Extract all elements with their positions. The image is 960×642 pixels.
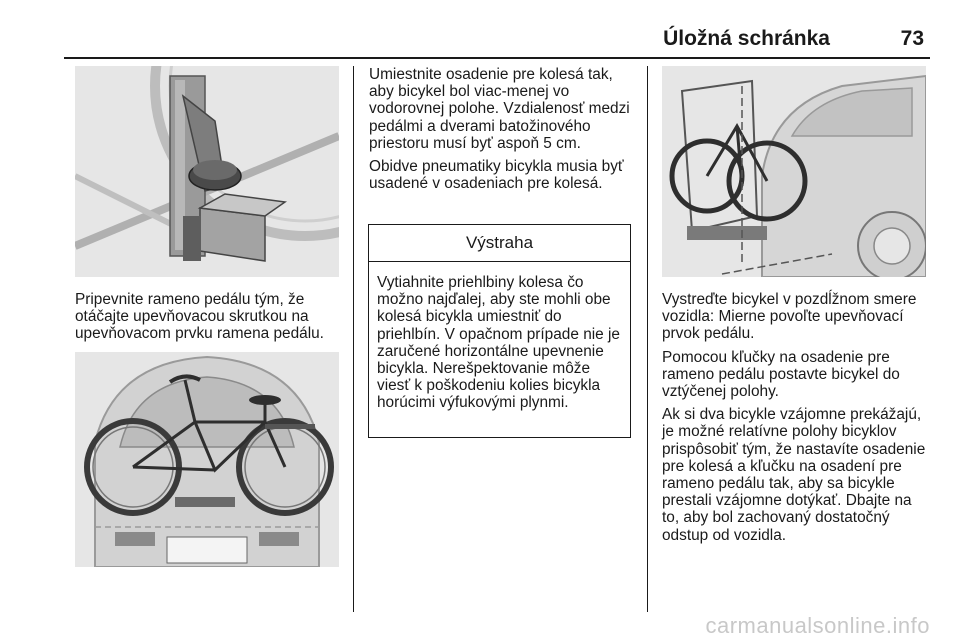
warning-body: Vytiahnite priehlbiny kolesa čo možno najďalej, aby ste mohli obe kolesá bicykla umiestniť do priehlbín. V opačnom prípade nie je zaručené horizontálne upevnenie bicykla. Nerešpektovanie môže viesť k poškodeniu kolies bicykla horúcimi výfukovými plynmi. [377, 274, 620, 412]
figure-pedal-arm-clamp [75, 66, 339, 277]
column-divider-2 [647, 66, 648, 612]
section-title: Úložná schránka [663, 27, 830, 50]
header-rule [64, 57, 930, 59]
paragraph-centering: Vystreďte bicykel v pozdĺžnom smere vozidla: Mierne povoľte upevňovací prvok pedálu. [662, 291, 917, 343]
paragraph-upright: Pomocou kľučky na osadenie pre rameno pedálu postavte bicykel do vztýčenej polohy. [662, 348, 900, 401]
warning-box [368, 224, 631, 438]
column-3-text [662, 291, 932, 550]
column-2-text [369, 66, 639, 198]
figure-bike-on-rack [75, 352, 339, 567]
paragraph-tyres: Obidve pneumatiky bicykla musia byť usadené v osadeniach pre kolesá. [369, 158, 624, 193]
warning-title: Výstraha [369, 225, 630, 262]
figure-bike-alignment [662, 66, 926, 277]
page-number: 73 [900, 27, 924, 50]
figure-1-caption: Pripevnite rameno pedálu tým, že otáčajte upevňovacou skrutkou na upevňovacom prvku ramena pedálu. [75, 291, 324, 343]
watermark: carmanualsonline.info [705, 613, 930, 638]
column-divider-1 [353, 66, 354, 612]
paragraph-placement: Umiestnite osadenie pre kolesá tak, aby bicykel bol viac-menej vo vodorovnej polohe. Vzdialenosť medzi pedálmi a dverami batožinového priestoru musí byť aspoň 5 cm. [369, 66, 630, 152]
paragraph-two-bikes: Ak si dva bicykle vzájomne prekážajú, je možné relatívne polohy bicyklov prispôsobiť tým, že nastavíte osadenie pre kolesá a kľučku na osadení pre rameno pedálu tak, aby sa bicykle prestali vzájomne dotýkať. Dbajte na to, aby bol zachovaný dostatočný odstup od vozidla. [662, 406, 926, 544]
